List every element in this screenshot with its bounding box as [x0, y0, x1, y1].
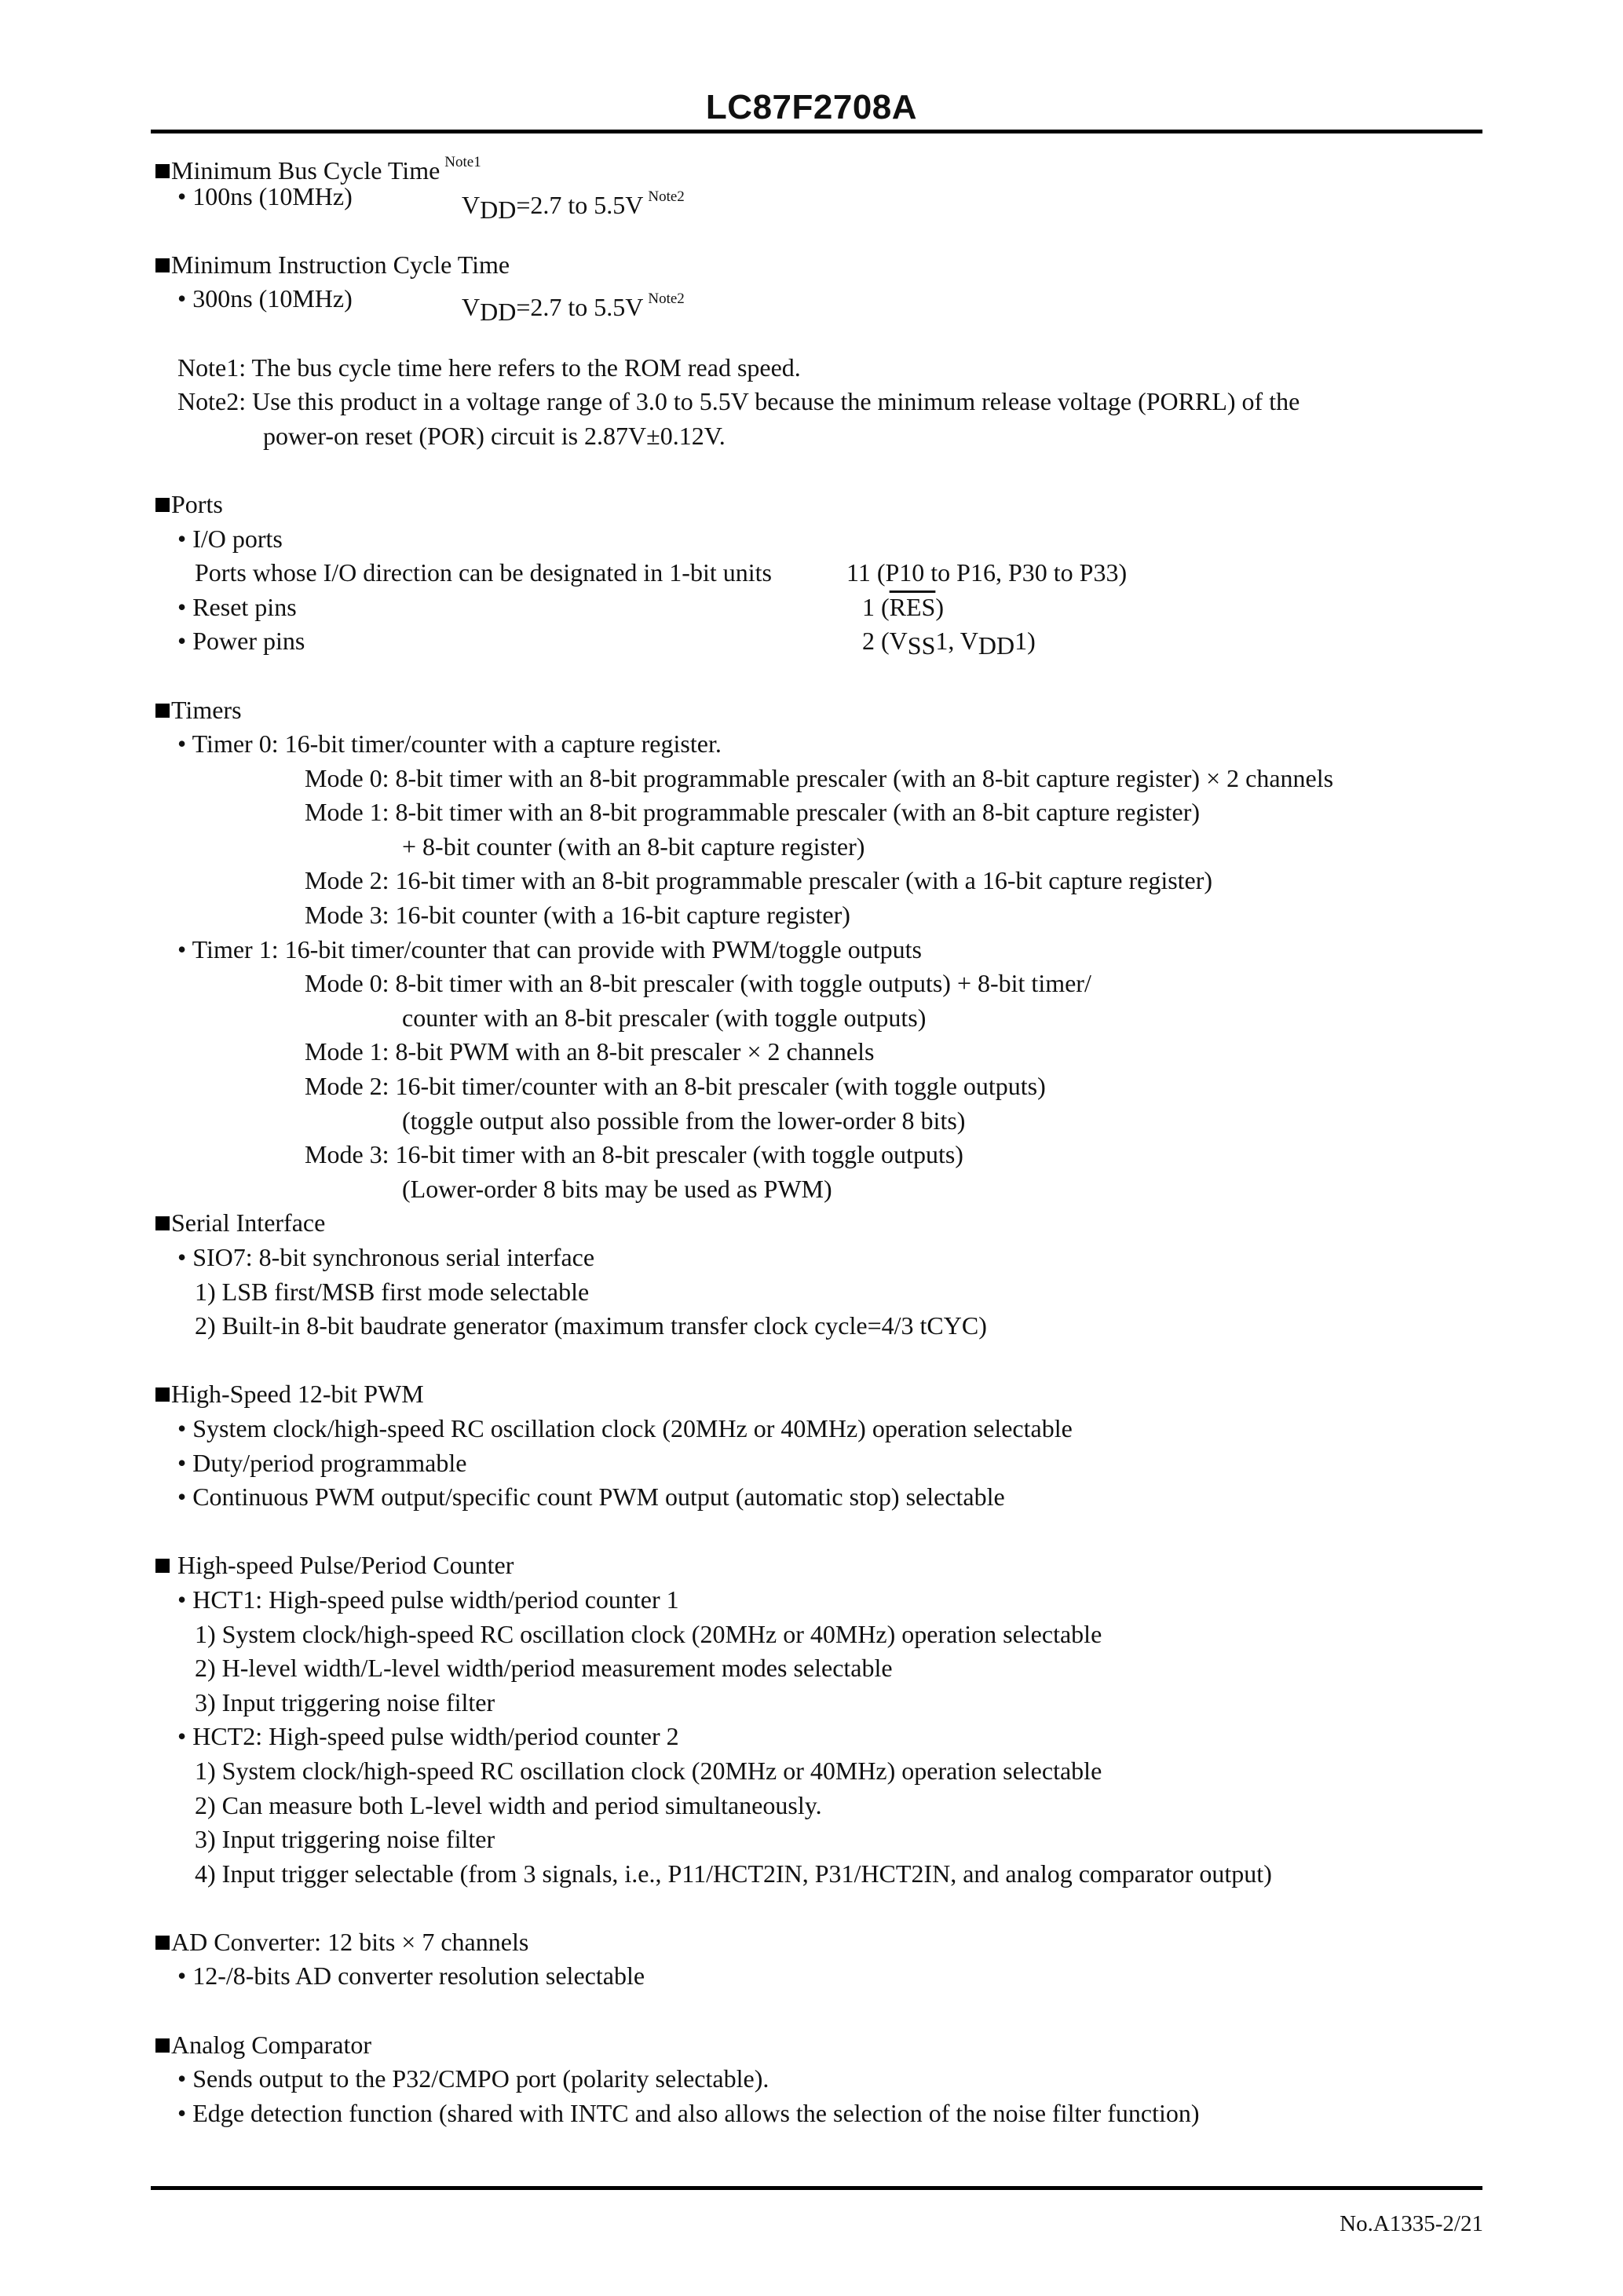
list-item: Mode 3: 16-bit counter (with a 16-bit capture register) — [305, 901, 850, 930]
list-item: counter with an 8-bit prescaler (with toggle outputs) — [402, 1003, 927, 1032]
list-item: Mode 0: 8-bit timer with an 8-bit prescaler (with toggle outputs) + 8-bit timer/ — [305, 969, 1091, 998]
section-heading-serial: Serial Interface — [155, 1206, 1490, 1241]
ports-power-row: • Power pins 2 ($V_{SS}1$, $V_{DD}1$) — [155, 624, 1490, 659]
section-heading-bus-cycle: Minimum Bus Cycle Time $^{Note1}$ — [155, 145, 1490, 180]
bullet-square-icon — [155, 258, 170, 272]
ports-power-value: 2 ($V_{SS}1$, $V_{DD}1$) — [862, 627, 1036, 660]
bullet-square-icon — [155, 164, 170, 178]
list-item: 2) Built-in 8-bit baudrate generator (maximum transfer clock cycle=4/3 tCYC) — [195, 1311, 987, 1340]
pwm-list — [155, 1412, 1490, 1515]
adc-list — [155, 1959, 1490, 1994]
list-item: • Edge detection function (shared with INTC and also allows the selection of the noise filter function) — [177, 2098, 1200, 2127]
note-2-continued: power-on reset (POR) circuit is 2.87V±0.12V. — [263, 421, 726, 450]
note-1: Note1: The bus cycle time here refers to the ROM read speed. — [177, 353, 801, 382]
bullet-square-icon — [155, 1559, 170, 1573]
bullet-square-icon — [155, 1936, 170, 1950]
header-rule — [151, 130, 1482, 133]
ports-io-value: 11 (P10 to P16, P30 to P33) — [846, 558, 1128, 587]
bullet-square-icon — [155, 704, 170, 718]
section-heading-timers: Timers — [155, 693, 1490, 728]
list-item: Mode 0: 8-bit timer with an 8-bit programmable prescaler (with an 8-bit capture register) × 2 channels — [305, 763, 1334, 792]
counter-list — [155, 1583, 1490, 1891]
ports-io-row: Ports whose I/O direction can be designated in 1-bit units 11 (P10 to P16, P30 to P33) — [155, 556, 1490, 590]
vdd-spec: $V_{DD}=2.7$ to 5.5V $^{Note2}$ — [462, 291, 685, 327]
list-item: 1) System clock/high-speed RC oscillation clock (20MHz or 40MHz) operation selectable — [195, 1756, 1102, 1785]
bus-cycle-item: • 100ns (10MHz) $V_{DD}=2.7$ to 5.5V $^{Note2}$ — [155, 180, 1490, 214]
list-item: + 8-bit counter (with an 8-bit capture register) — [402, 832, 865, 861]
section-heading-instruction-cycle: Minimum Instruction Cycle Time — [155, 248, 1490, 283]
list-item: 2) Can measure both L-level width and period simultaneously. — [195, 1790, 822, 1819]
list-item: (Lower-order 8 bits may be used as PWM) — [402, 1174, 832, 1203]
list-item: 1) LSB first/MSB first mode selectable — [195, 1277, 590, 1306]
list-item: Mode 1: 8-bit PWM with an 8-bit prescaler × 2 channels — [305, 1037, 875, 1066]
list-item: Mode 3: 16-bit timer with an 8-bit prescaler (with toggle outputs) — [305, 1140, 963, 1169]
ports-reset-row: • Reset pins 1 $(\overline{RES})$ — [155, 590, 1490, 625]
comparator-list — [155, 2062, 1490, 2130]
list-item: • 12-/8-bits AD converter resolution selectable — [177, 1961, 645, 1991]
list-item: 2) H-level width/L-level width/period measurement modes selectable — [195, 1654, 893, 1683]
list-item: (toggle output also possible from the lower-order 8 bits) — [402, 1106, 966, 1135]
bullet-square-icon — [155, 498, 170, 512]
list-item: • Continuous PWM output/specific count PWM output (automatic stop) selectable — [177, 1483, 1005, 1512]
section-heading-comparator: Analog Comparator — [155, 2028, 1490, 2063]
note-ref: Note1 — [444, 154, 481, 170]
list-item: 1) System clock/high-speed RC oscillation clock (20MHz or 40MHz) operation selectable — [195, 1619, 1102, 1648]
list-item: • System clock/high-speed RC oscillation clock (20MHz or 40MHz) operation selectable — [177, 1413, 1073, 1442]
vdd-spec: $V_{DD}=2.7$ to 5.5V $^{Note2}$ — [462, 188, 685, 224]
note-2: Note2: Use this product in a voltage range of 3.0 to 5.5V because the minimum release voltage (PORRL) of the — [177, 387, 1300, 416]
section-heading-counter: High-speed Pulse/Period Counter — [155, 1548, 1490, 1583]
serial-list — [155, 1241, 1490, 1344]
list-item: • SIO7: 8-bit synchronous serial interface — [177, 1243, 595, 1271]
list-item: • Duty/period programmable — [177, 1448, 467, 1477]
section-heading-pwm: High-Speed 12-bit PWM — [155, 1377, 1490, 1412]
document-body — [155, 145, 1490, 2130]
list-item: 3) Input triggering noise filter — [195, 1825, 495, 1854]
instruction-cycle-item: • 300ns (10MHz) $V_{DD}=2.7$ to 5.5V $^{Note2}$ — [155, 282, 1490, 316]
bullet-square-icon — [155, 1387, 170, 1402]
page-title: LC87F2708A — [705, 88, 918, 126]
list-item: • HCT1: High-speed pulse width/period counter 1 — [177, 1585, 679, 1614]
page-reference: No.A1335-2/21 — [1340, 2211, 1483, 2236]
list-item: Mode 2: 16-bit timer with an 8-bit programmable prescaler (with a 16-bit capture register) — [305, 866, 1213, 895]
list-item: Mode 1: 8-bit timer with an 8-bit programmable prescaler (with an 8-bit capture register) — [305, 798, 1201, 827]
timers-list — [155, 727, 1490, 1206]
section-heading-ports: Ports — [155, 488, 1490, 522]
list-item: 4) Input trigger selectable (from 3 signals, i.e., P11/HCT2IN, P31/HCT2IN, and analog comparator output) — [195, 1859, 1272, 1888]
list-item: • Timer 0: 16-bit timer/counter with a capture register. — [177, 729, 722, 759]
section-heading-adc: AD Converter: 12 bits × 7 channels — [155, 1925, 1490, 1960]
list-item: • Timer 1: 16-bit timer/counter that can provide with PWM/toggle outputs — [177, 934, 922, 963]
bullet-square-icon — [155, 2038, 170, 2053]
bullet-square-icon — [155, 1216, 170, 1230]
list-item: • Sends output to the P32/CMPO port (polarity selectable). — [177, 2064, 769, 2093]
list-item: • HCT2: High-speed pulse width/period counter 2 — [177, 1722, 679, 1751]
ports-io-label: • I/O ports — [177, 524, 283, 553]
footer-rule — [151, 2186, 1482, 2190]
list-item: Mode 2: 16-bit timer/counter with an 8-bit prescaler (with toggle outputs) — [305, 1072, 1046, 1101]
list-item: 3) Input triggering noise filter — [195, 1687, 495, 1717]
ports-reset-value: 1 $(\overline{RES})$ — [862, 592, 944, 621]
